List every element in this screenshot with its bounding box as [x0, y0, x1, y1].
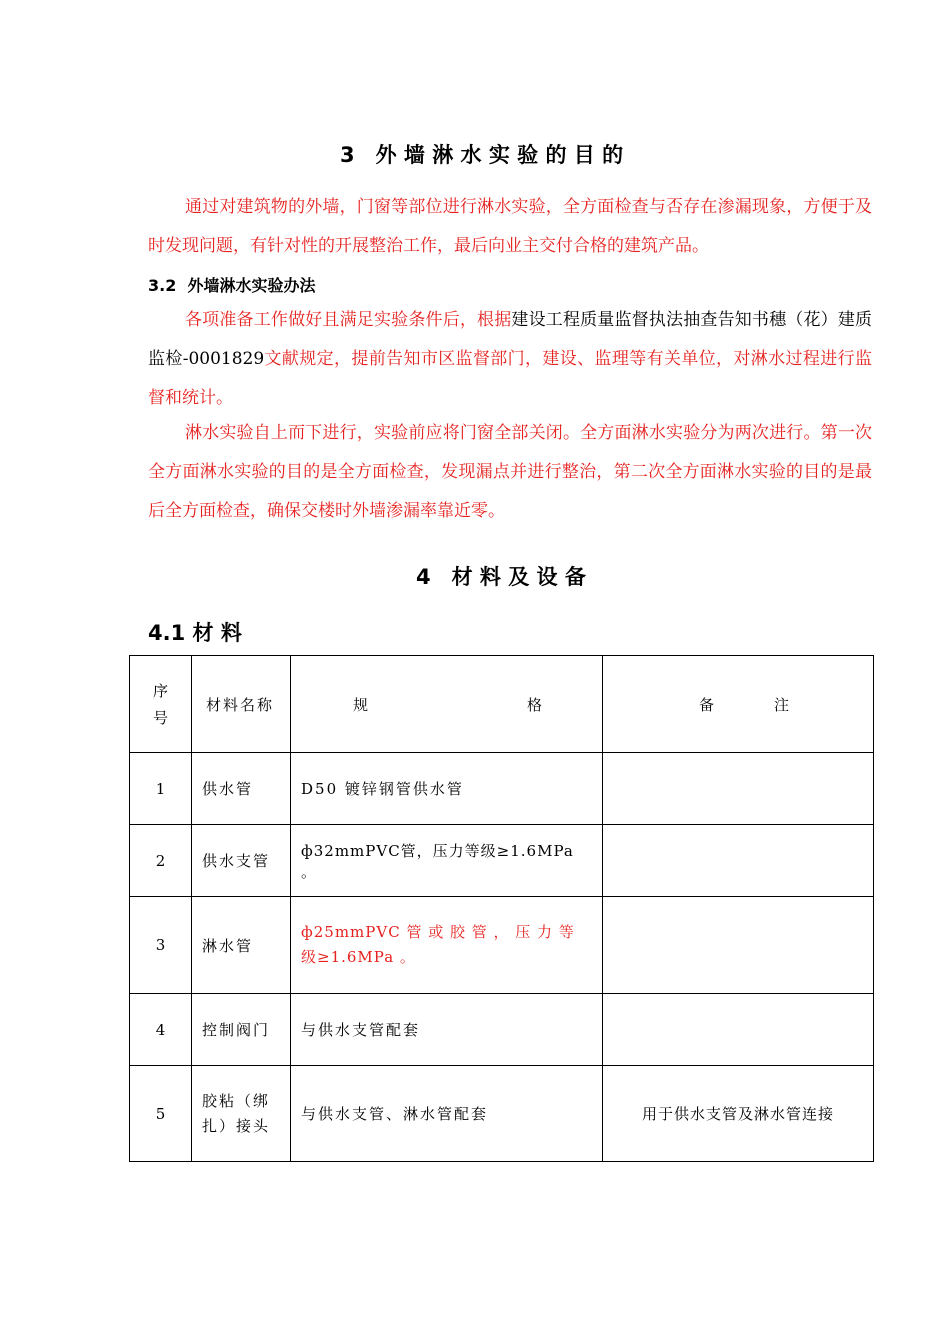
- cell-no: 1: [130, 753, 192, 825]
- table-row: [130, 994, 874, 1066]
- cell-name: 胶粘（绑扎）接头: [192, 1066, 291, 1162]
- cell-no: 2: [130, 825, 192, 897]
- cell-name: 控制阀门: [192, 994, 291, 1066]
- section-4-1-heading: 4.1 材 料: [148, 621, 242, 645]
- cell-note: [603, 753, 874, 825]
- header-spec-b: 格: [526, 695, 544, 714]
- section-3-2-paragraph-2: 淋水实验自上而下进行，实验前应将门窗全部关闭。全方面淋水实验分为两次进行。第一次全方面淋水实验的目的是全方面检查，发现漏点并进行整治，第二次全方面淋水实验的目的是最后全方面检查，确保交楼时外墙渗漏率靠近零。: [148, 423, 872, 521]
- para2-segment-3: （花）建质监检-0001829: [148, 310, 873, 369]
- header-spec: [291, 656, 603, 753]
- header-note-b: 注: [773, 695, 791, 714]
- cell-note: [603, 897, 874, 994]
- cell-note: [603, 994, 874, 1066]
- header-note-a: 备: [699, 695, 717, 714]
- cell-name: 淋水管: [192, 897, 291, 994]
- section-3-2-heading: 3.2 外墙淋水实验办法: [148, 276, 316, 295]
- section-3-purpose-paragraph: 通过对建筑物的外墙，门窗等部位进行淋水实验，全方面检查与否存在渗漏现象，方便于及时发现问题，有针对性的开展整治工作，最后向业主交付合格的建筑产品。: [148, 197, 872, 256]
- header-note: [603, 656, 874, 753]
- header-no-line2: 号: [152, 709, 168, 727]
- cell-note: [603, 825, 874, 897]
- para2-segment-1: 各项准备工作做好且满足实验条件后，根据: [185, 310, 512, 330]
- table-row: [130, 753, 874, 825]
- cell-spec: ф25mmPVC 管 或 胶 管 ， 压 力 等 级≥1.6MPa 。: [291, 897, 603, 994]
- cell-spec: 与供水支管配套: [291, 994, 603, 1066]
- cell-no: 3: [130, 897, 192, 994]
- header-name: 材料名称: [192, 656, 291, 753]
- cell-name: 供水支管: [192, 825, 291, 897]
- section-3-title: 3 外 墙 淋 水 实 验 的 目 的: [340, 143, 624, 167]
- cell-no: 5: [130, 1066, 192, 1162]
- para2-segment-4: 文献规定，提前告知市区监督部门，建设、监理等有关单位，对淋水过程进行监督和统计。: [148, 349, 872, 408]
- cell-note: 用于供水支管及淋水管连接: [603, 1066, 874, 1162]
- section-4-title: 4 材 料 及 设 备: [416, 565, 586, 589]
- cell-no: 4: [130, 994, 192, 1066]
- header-spec-a: 规: [353, 695, 371, 714]
- cell-spec: 与供水支管、淋水管配套: [291, 1066, 603, 1162]
- cell-name: 供水管: [192, 753, 291, 825]
- table-row: [130, 1066, 874, 1162]
- header-no: [130, 656, 192, 753]
- cell-spec: ф32mmPVC管，压力等级≥1.6MPa 。: [291, 825, 603, 897]
- cell-spec: D50 镀锌钢管供水管: [291, 753, 603, 825]
- materials-table: [129, 655, 874, 1162]
- table-row: [130, 825, 874, 897]
- section-3-2-paragraph: [148, 301, 872, 418]
- table-header-row: [130, 656, 874, 753]
- table-row: [130, 897, 874, 994]
- para2-segment-2: 建设工程质量监督执法抽查告知书穗: [511, 310, 787, 330]
- header-no-line1: 序: [152, 682, 168, 700]
